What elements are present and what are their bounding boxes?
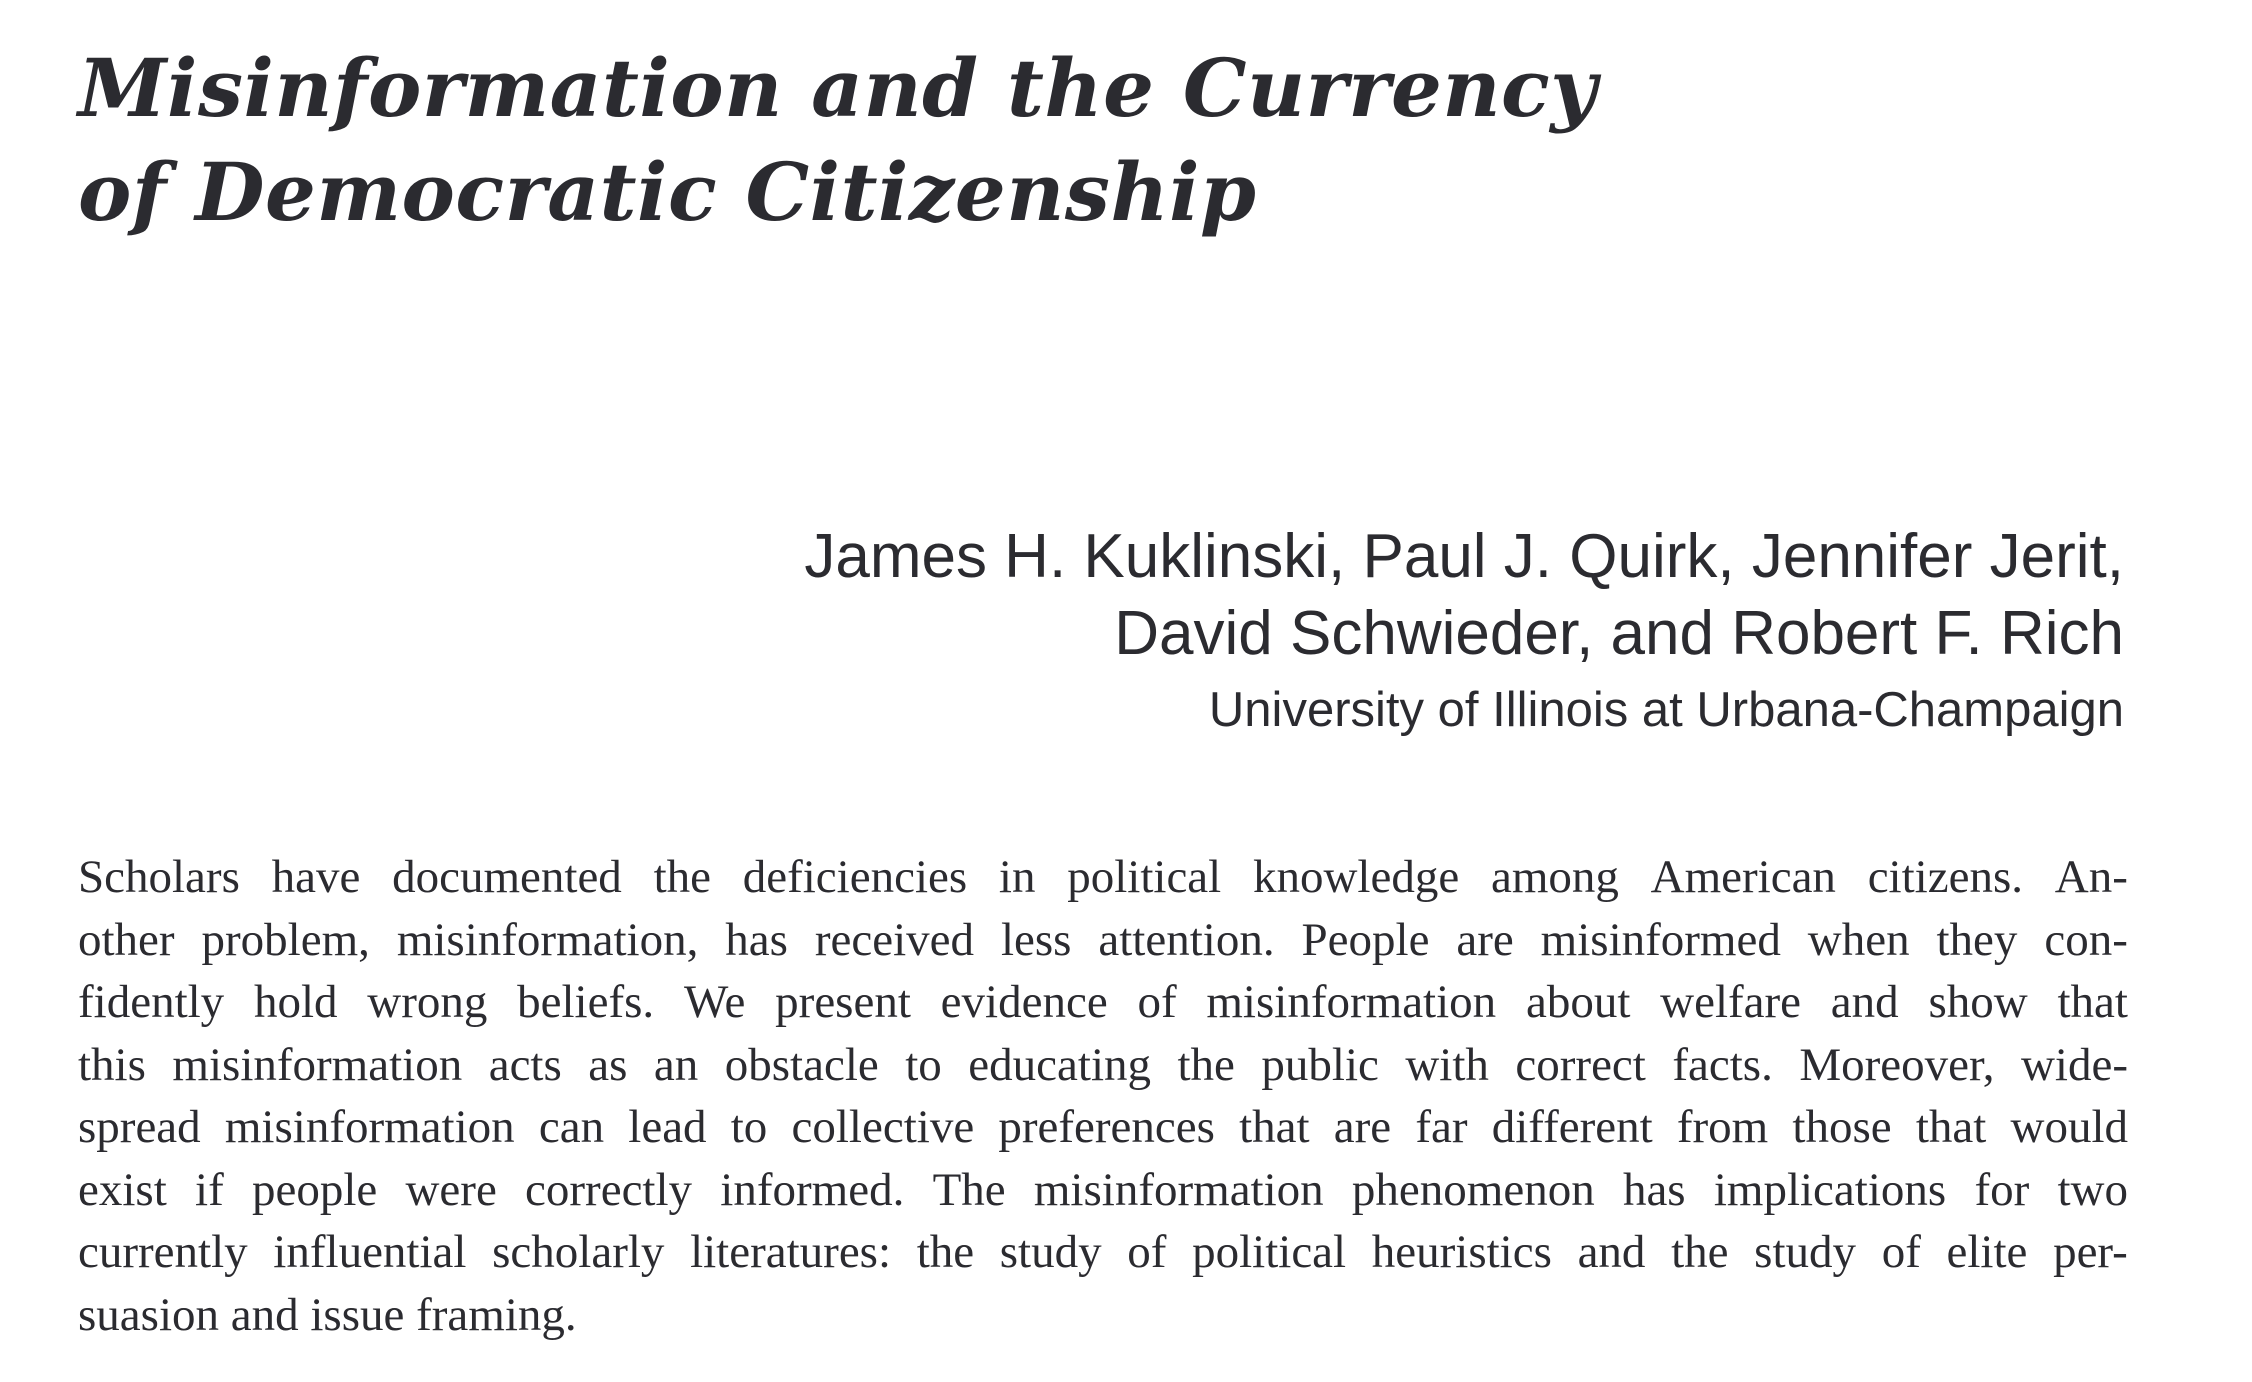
abstract-word: to: [905, 1038, 942, 1091]
abstract-word: implications: [1713, 1163, 1947, 1216]
abstract-word: with: [1405, 1038, 1489, 1091]
abstract-word: would: [2010, 1101, 2128, 1153]
abstract-word: of: [1137, 976, 1177, 1028]
abstract-word: of: [1127, 1226, 1167, 1278]
abstract-word: of: [1881, 1226, 1921, 1278]
abstract-word: An-: [2054, 851, 2128, 903]
abstract-word: per-: [2053, 1226, 2128, 1278]
abstract-word: correctly: [525, 1163, 693, 1216]
abstract-line: [78, 1159, 2128, 1222]
abstract-word: from: [1676, 1101, 1769, 1153]
author-line: James H. Kuklinski, Paul J. Quirk, Jennifer Jerit,: [804, 522, 2124, 591]
abstract-line: suasion and issue framing.: [78, 1288, 577, 1341]
abstract-word: wide-: [2020, 1038, 2128, 1091]
abstract-word: they: [1936, 913, 2018, 966]
abstract-word: has: [725, 913, 788, 966]
abstract-word: facts.: [1672, 1038, 1773, 1091]
abstract-word: People: [1301, 913, 1430, 966]
abstract-word: if: [195, 1163, 224, 1216]
abstract-word: the: [1177, 1038, 1235, 1091]
abstract-word: that: [2057, 976, 2128, 1028]
abstract-word: the: [1671, 1226, 1729, 1278]
abstract-word: evidence: [940, 976, 1108, 1028]
abstract: [78, 846, 2128, 1346]
affiliation: University of Illinois at Urbana-Champaign: [1208, 683, 2124, 737]
abstract-word: misinformation: [1206, 976, 1497, 1028]
abstract-word: deficiencies: [742, 851, 968, 903]
abstract-word: for: [1974, 1163, 2030, 1216]
abstract-word: lead: [628, 1101, 707, 1153]
abstract-word: are: [1456, 913, 1514, 966]
abstract-word: study: [1754, 1226, 1857, 1278]
abstract-word: misinformation,: [396, 913, 699, 966]
abstract-word: about: [1525, 976, 1631, 1028]
abstract-word: documented: [392, 851, 622, 903]
byline: [324, 518, 2124, 740]
abstract-word: has: [1622, 1163, 1686, 1216]
abstract-word: exist: [78, 1163, 167, 1216]
abstract-word: the: [916, 1226, 975, 1278]
abstract-word: informed.: [720, 1163, 905, 1216]
abstract-word: misinformed: [1540, 913, 1781, 966]
abstract-word: and: [1830, 976, 1899, 1028]
abstract-line: [78, 909, 2128, 972]
abstract-word: welfare: [1660, 976, 1802, 1028]
abstract-word: that: [1239, 1101, 1310, 1153]
abstract-word: when: [1807, 913, 1910, 966]
abstract-word: have: [271, 851, 361, 903]
abstract-word: present: [775, 976, 911, 1028]
abstract-word: fidently: [78, 976, 225, 1028]
abstract-word: influential: [273, 1226, 467, 1278]
abstract-word: in: [998, 851, 1036, 903]
abstract-word: misinformation: [224, 1101, 515, 1153]
abstract-word: spread: [78, 1101, 201, 1153]
author-list: [324, 518, 2124, 672]
abstract-word: to: [730, 1101, 768, 1153]
abstract-word: those: [1792, 1101, 1892, 1153]
abstract-word: received: [814, 913, 975, 966]
abstract-word: wrong: [367, 976, 488, 1028]
abstract-word: American: [1650, 851, 1836, 903]
abstract-word: an: [653, 1038, 699, 1091]
abstract-word: political: [1067, 851, 1222, 903]
abstract-word: correct: [1515, 1038, 1646, 1091]
abstract-word: knowledge: [1252, 851, 1460, 903]
abstract-word: the: [653, 851, 711, 903]
abstract-word: different: [1491, 1101, 1653, 1153]
abstract-word: show: [1928, 976, 2028, 1028]
abstract-word: citizens.: [1867, 851, 2023, 903]
abstract-word: The: [932, 1163, 1006, 1216]
abstract-word: literatures:: [690, 1226, 892, 1278]
abstract-word: study: [999, 1226, 1102, 1278]
abstract-word: can: [538, 1101, 605, 1153]
article-title-line: Misinformation and the Currency: [78, 41, 1598, 135]
abstract-word: less: [1000, 913, 1072, 966]
abstract-line: [78, 971, 2128, 1034]
abstract-word: elite: [1946, 1226, 2028, 1278]
abstract-word: obstacle: [724, 1038, 879, 1091]
abstract-word: attention.: [1098, 913, 1275, 966]
abstract-word: heuristics: [1371, 1226, 1552, 1278]
abstract-word: as: [588, 1038, 628, 1091]
abstract-word: We: [683, 976, 746, 1028]
abstract-line: [78, 1096, 2128, 1159]
abstract-line: [78, 846, 2128, 909]
abstract-word: preferences: [998, 1101, 1215, 1153]
abstract-word: con-: [2044, 913, 2128, 966]
abstract-word: and: [1577, 1226, 1646, 1278]
abstract-line: [78, 1034, 2128, 1097]
abstract-word: other: [78, 913, 175, 966]
abstract-word: were: [405, 1163, 497, 1216]
article-title-line: of Democratic Citizenship: [78, 145, 1257, 239]
abstract-word: currently: [78, 1226, 248, 1278]
abstract-word: people: [251, 1163, 378, 1216]
author-line: David Schwieder, and Robert F. Rich: [1114, 599, 2124, 668]
abstract-word: educating: [968, 1038, 1151, 1091]
abstract-word: public: [1261, 1038, 1379, 1091]
abstract-word: Scholars: [78, 851, 240, 903]
abstract-word: scholarly: [492, 1226, 665, 1278]
abstract-word: misinformation: [172, 1038, 463, 1091]
article-title: [78, 36, 1598, 244]
abstract-word: this: [78, 1038, 146, 1091]
abstract-word: political: [1192, 1226, 1347, 1278]
abstract-word: misinformation: [1033, 1163, 1324, 1216]
abstract-word: beliefs.: [517, 976, 655, 1028]
abstract-word: hold: [253, 976, 338, 1028]
abstract-word: are: [1333, 1101, 1392, 1153]
abstract-word: acts: [488, 1038, 562, 1091]
abstract-word: two: [2057, 1163, 2128, 1216]
abstract-line: [78, 1221, 2128, 1284]
abstract-word: collective: [791, 1101, 975, 1153]
abstract-word: problem,: [201, 913, 370, 966]
abstract-word: far: [1415, 1101, 1468, 1153]
abstract-word: that: [1915, 1101, 1987, 1153]
abstract-word: among: [1490, 851, 1619, 903]
abstract-word: phenomenon: [1351, 1163, 1595, 1216]
abstract-word: Moreover,: [1799, 1038, 1995, 1091]
